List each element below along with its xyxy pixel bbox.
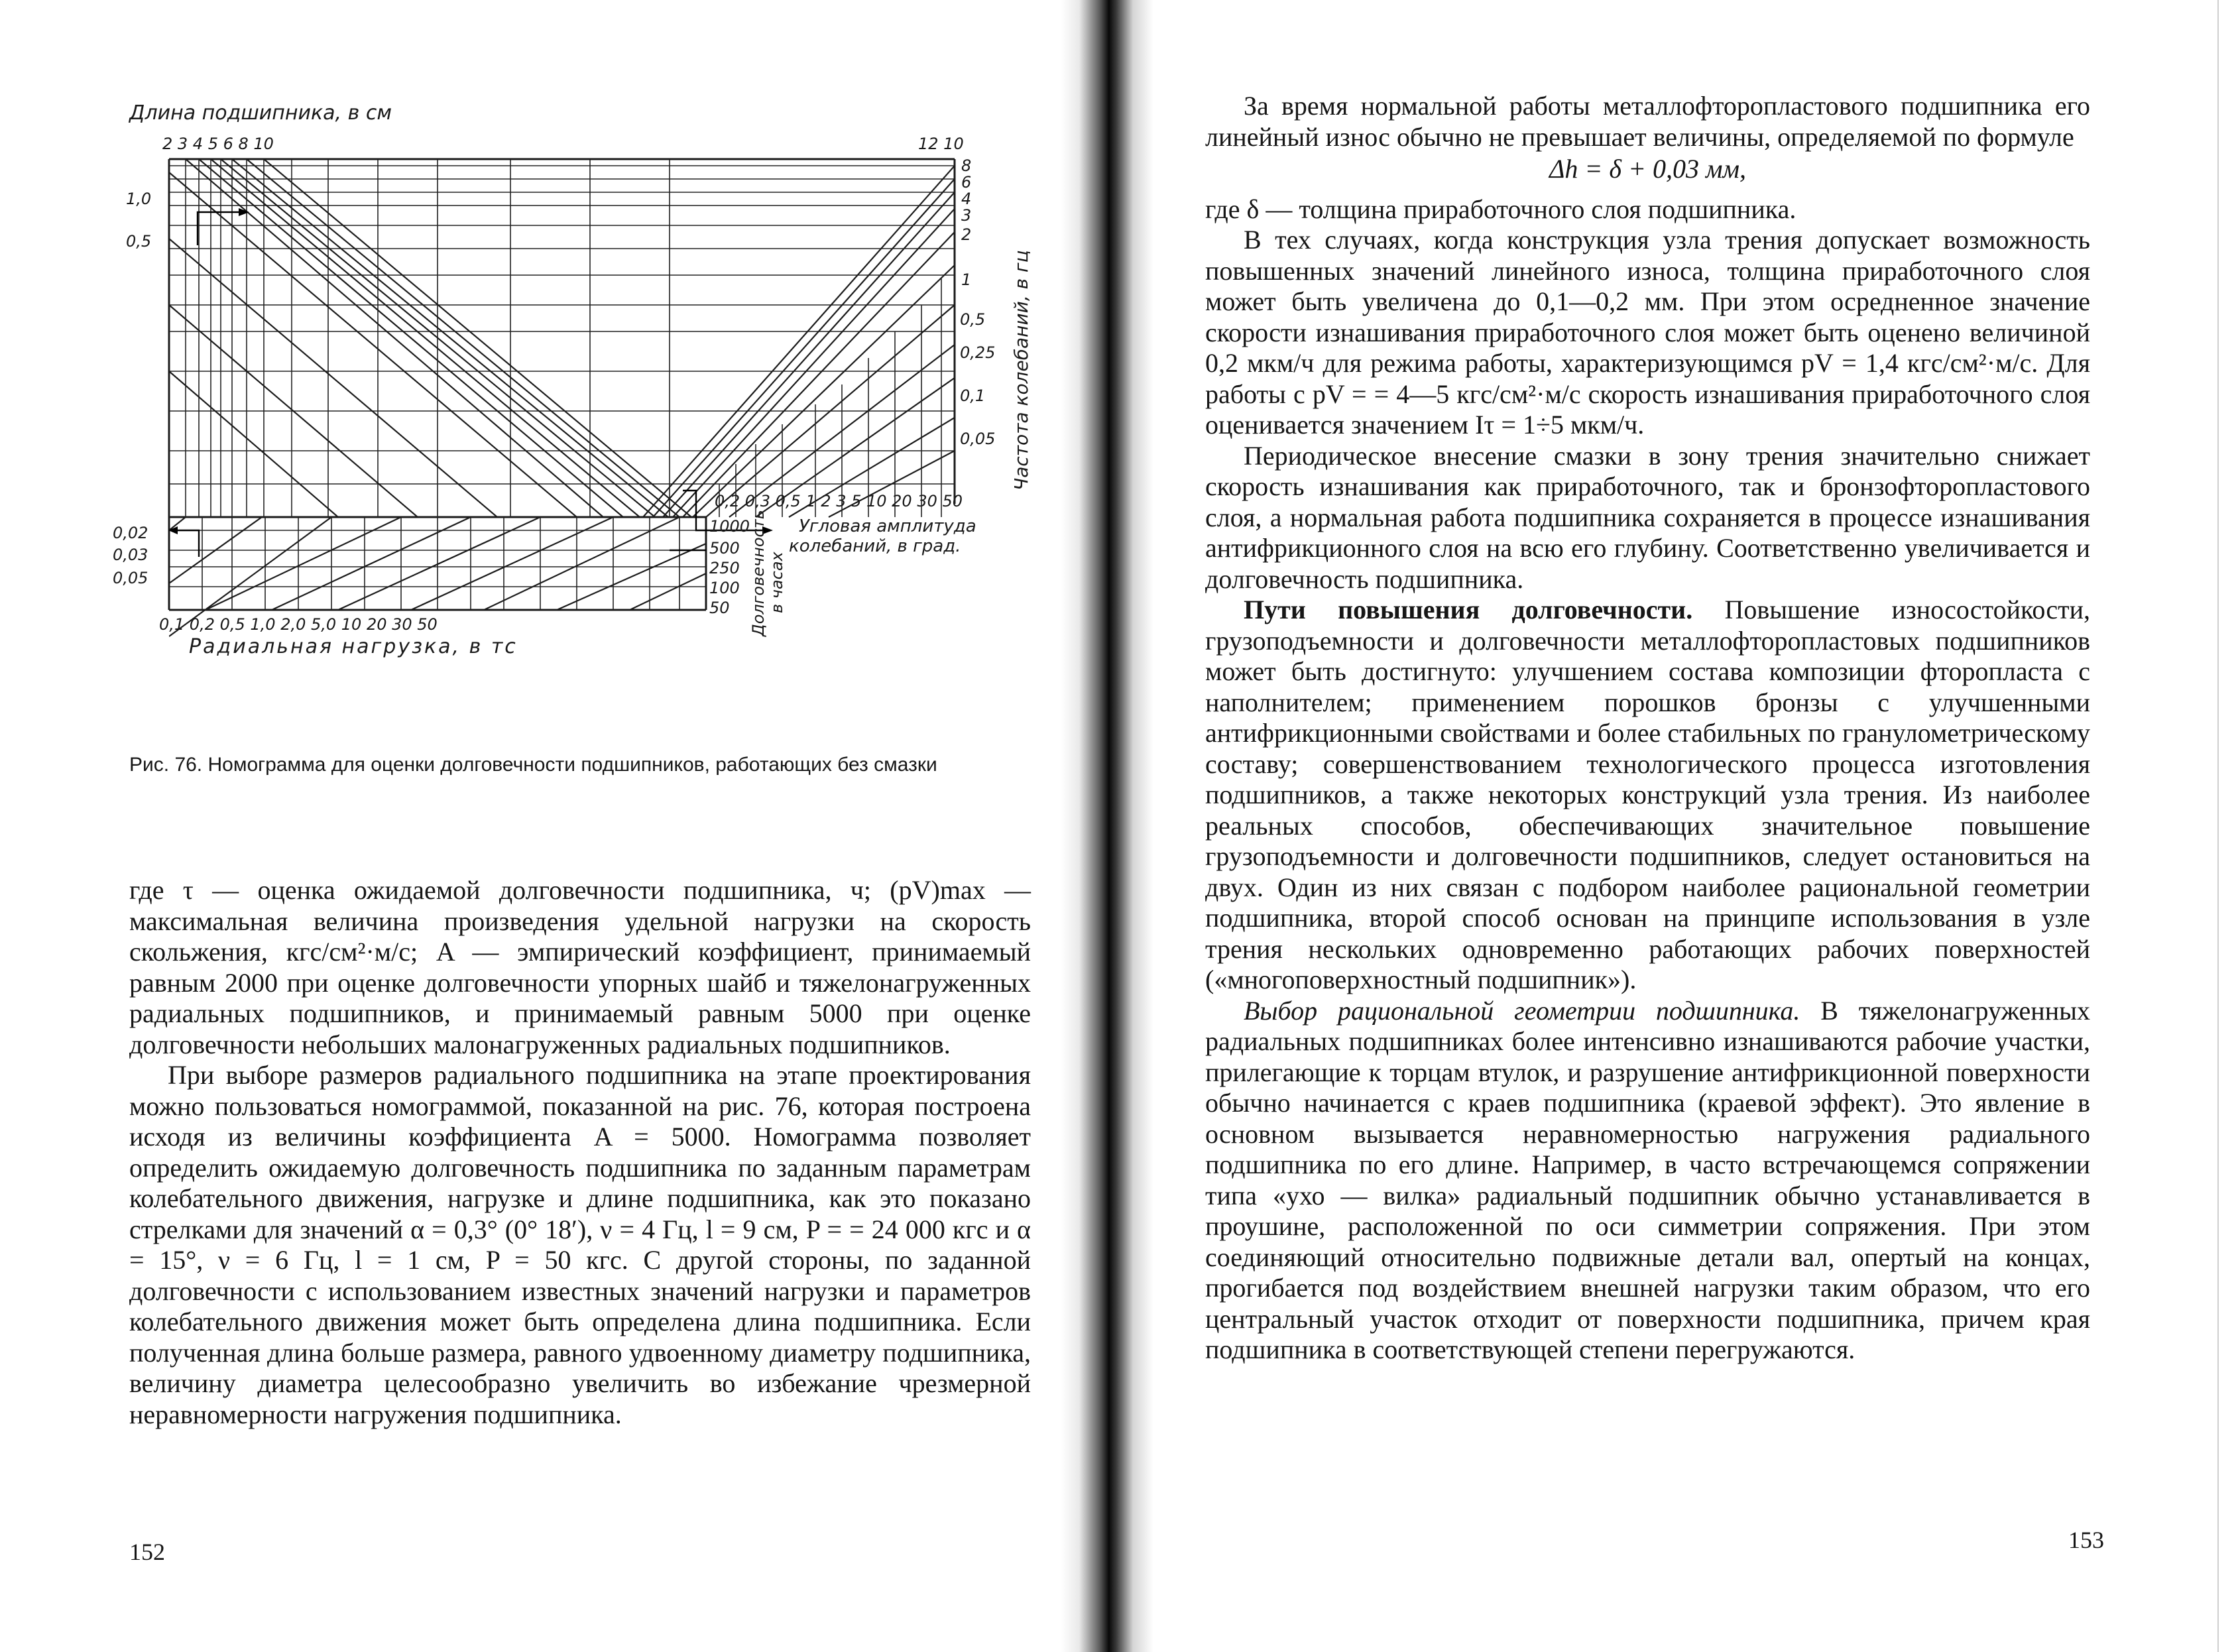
page-number: 152 [129, 1539, 165, 1565]
svg-text:0,1: 0,1 [960, 386, 986, 405]
nomogram-figure [99, 93, 1061, 756]
svg-text:0,05: 0,05 [113, 569, 148, 587]
angle-vertical-grid [719, 278, 941, 517]
left-upper-ticks [126, 190, 151, 251]
svg-text:0,25: 0,25 [960, 343, 996, 362]
page-number: 153 [2068, 1527, 2104, 1553]
paragraph: Периодическое внесение смазки в зону трения значительно снижает скорость изнашивания как приработочного, так и бронзофторопластового слоя, а нормальная работа подшипника сохраняется в процессе изнашивания антифрикционного слоя на всю его глубину. Соответственно увеличивается и долговечность подшипника. [1205, 440, 2090, 594]
top-ticks-left: 2 3 4 5 6 8 10 [162, 135, 274, 153]
svg-text:250: 250 [709, 559, 740, 577]
paragraph: В тех случаях, когда конструкция узла трения допускает возможность повышенных значений линейного износа, толщина приработочного слоя может быть увеличена до 0,1—0,2 мм. При этом осредненное значение скорости изнашивания приработочного слоя может быть оценено величиной 0,2 мкм/ч для режима работы, характеризующимся pV = 1,4 кгс/см²·м/с. Для работы с pV = = 4—5 кгс/см²·м/с скорость изнашивания приработочного слоя оценивается значением Iτ = 1÷5 мкм/ч. [1205, 225, 2090, 440]
svg-text:0,5: 0,5 [126, 232, 152, 251]
life-ticks [709, 517, 750, 617]
subsection-heading: Выбор рациональной геометрии подшипника. [1244, 995, 1800, 1026]
wear-formula: Δh = δ + 0,03 мм, [1549, 154, 1747, 184]
svg-text:1,0: 1,0 [126, 190, 152, 208]
svg-text:1000: 1000 [709, 517, 750, 536]
section-paragraph [1205, 595, 2090, 996]
svg-text:0,03: 0,03 [113, 546, 148, 564]
svg-text:8: 8 [961, 156, 972, 175]
bottom-axis-title: Радиальная нагрузка, в тс [189, 635, 518, 658]
section-heading: Пути повышения долговечности. [1244, 595, 1693, 624]
svg-text:6: 6 [961, 173, 972, 192]
svg-text:0,5: 0,5 [960, 310, 986, 329]
figure-caption: Рис. 76. Номограмма для оценки долговечности подшипников, работающих без смазки [129, 754, 937, 776]
top-ticks-right: 12 10 [918, 135, 964, 153]
svg-text:50: 50 [709, 599, 730, 617]
bottom-ticks: 0,1 0,2 0,5 1,0 2,0 5,0 10 20 30 50 [159, 615, 438, 634]
nomogram-svg [99, 93, 1061, 756]
intro-paragraph: За время нормальной работы металлофторопластового подшипника его линейный износ обычно не превышает величины, определяемой по формуле [1205, 91, 2090, 152]
left-lower-ticks [113, 524, 148, 587]
svg-text:500: 500 [709, 539, 740, 558]
svg-text:0,02: 0,02 [113, 524, 148, 542]
ascending-diagonals [643, 166, 955, 517]
paragraph: При выборе размеров радиального подшипника на этапе проектирования можно пользоваться номограммой, показанной на рис. 76, которая построена исходя из величины коэффициента A = 5000. Номограмма позволяет определить ожидаемую долговечность подшипника по заданным параметрам колебательного движения, нагрузке и длине подшипника, как это показано стрелками для значений α = 0,3° (0° 18′), ν = 4 Гц, l = 9 см, P = = 24 000 кгс и α = 15°, ν = 6 Гц, l = 1 см, P = 50 кгс. С другой стороны, по заданной долговечности с использованием известных значений нагрузки и параметров колебательного движения может быть определена длина подшипника. Если полученная длина больше размера, равного удвоенному диаметру подшипника, величину диаметра целесообразно увеличить во избежание чрезмерной неравномерности нагружения подшипника. [129, 1060, 1031, 1429]
life-axis-title-1: Долговечность [749, 510, 768, 636]
svg-text:4: 4 [961, 190, 972, 208]
paragraph: где τ — оценка ожидаемой долговечности подшипника, ч; (pV)max — максимальная величина произведения удельной нагрузки на скорость скольжения, кгс/см²·м/с; A — эмпирический коэффициент, принимаемый равным 2000 при оценке долговечности упорных шайб и тяжелонагруженных радиальных подшипников, и принимаемый равным 5000 при оценке долговечности небольших малонагруженных радиальных подшипников. [129, 875, 1031, 1059]
left-body-text [129, 875, 1031, 1430]
right-body-text [1205, 91, 2090, 1366]
svg-text:100: 100 [709, 579, 740, 597]
svg-text:0,05: 0,05 [960, 430, 996, 448]
top-axis-title: Длина подшипника, в см [129, 101, 392, 125]
book-gutter-shadow [1061, 0, 1153, 1652]
angle-axis-title-2: колебаний, в град. [789, 536, 961, 556]
page-edge-right [2217, 0, 2219, 1652]
paragraph: где δ — толщина приработочного слоя подшипника. [1205, 194, 1796, 224]
subsection-paragraph [1205, 996, 2090, 1366]
svg-text:3: 3 [961, 206, 972, 225]
example-arrows [178, 212, 762, 557]
left-page [0, 0, 1074, 1652]
life-axis-title-2: в часах [768, 552, 786, 613]
subsection-text: В тяжелонагруженных радиальных подшипниках более интенсивно изнашиваются рабочие участки, прилегающие к торцам втулок, и разрушение антифрикционной поверхности обычно начинается с краев подшипника (краевой эффект). Это явление в основном вызывается неравномерностью нагружения радиального подшипника по его длине. Например, в часто встречающемся сопряжении типа «ухо — вилка» радиальный подшипник обычно устанавливается в проушине, расположенной по оси симметрии сопряжения. При этом соединяющий относительно подвижные детали вал, опертый на концах, прогибается под воздействием внешней нагрузки таким образом, что его центральный участок отходит от поверхности подшипника, причем края подшипника в соответствующей степени перегружаются. [1205, 995, 2090, 1364]
svg-text:1: 1 [961, 270, 972, 289]
section-text: Повышение износостойкости, грузоподъемности и долговечности металлофторопластовых подшипников может быть достигнуто: улучшением состава композиции фторопласта с наполнителем; применением порошков бронзы с улучшенными антифрикционными свойствами и более стабильных по гранулометрическому составу; совершенствованием технологического процесса изготовления подшипников, а также некоторых конструкций узла трения. Из наиболее реальных способов, обеспечивающих значительное повышение грузоподъемности и долговечности подшипников, следует остановиться на двух. Один из них связан с подбором наиболее рациональной геометрии подшипника, второй способ основан на принципе использования в узле трения нескольких одновременно работающих рабочих поверхностей («многоповерхностный подшипник»). [1205, 595, 2091, 994]
angle-axis-title-1: Угловая амплитуда [799, 516, 976, 536]
svg-text:2: 2 [961, 225, 972, 244]
right-axis-title: Частота колебаний, в гц [1010, 250, 1032, 491]
angle-ticks: 0,2 0,3 0,5 1 2 3 5 10 20 30 50 [715, 492, 963, 510]
right-frequency-ticks [960, 156, 995, 448]
